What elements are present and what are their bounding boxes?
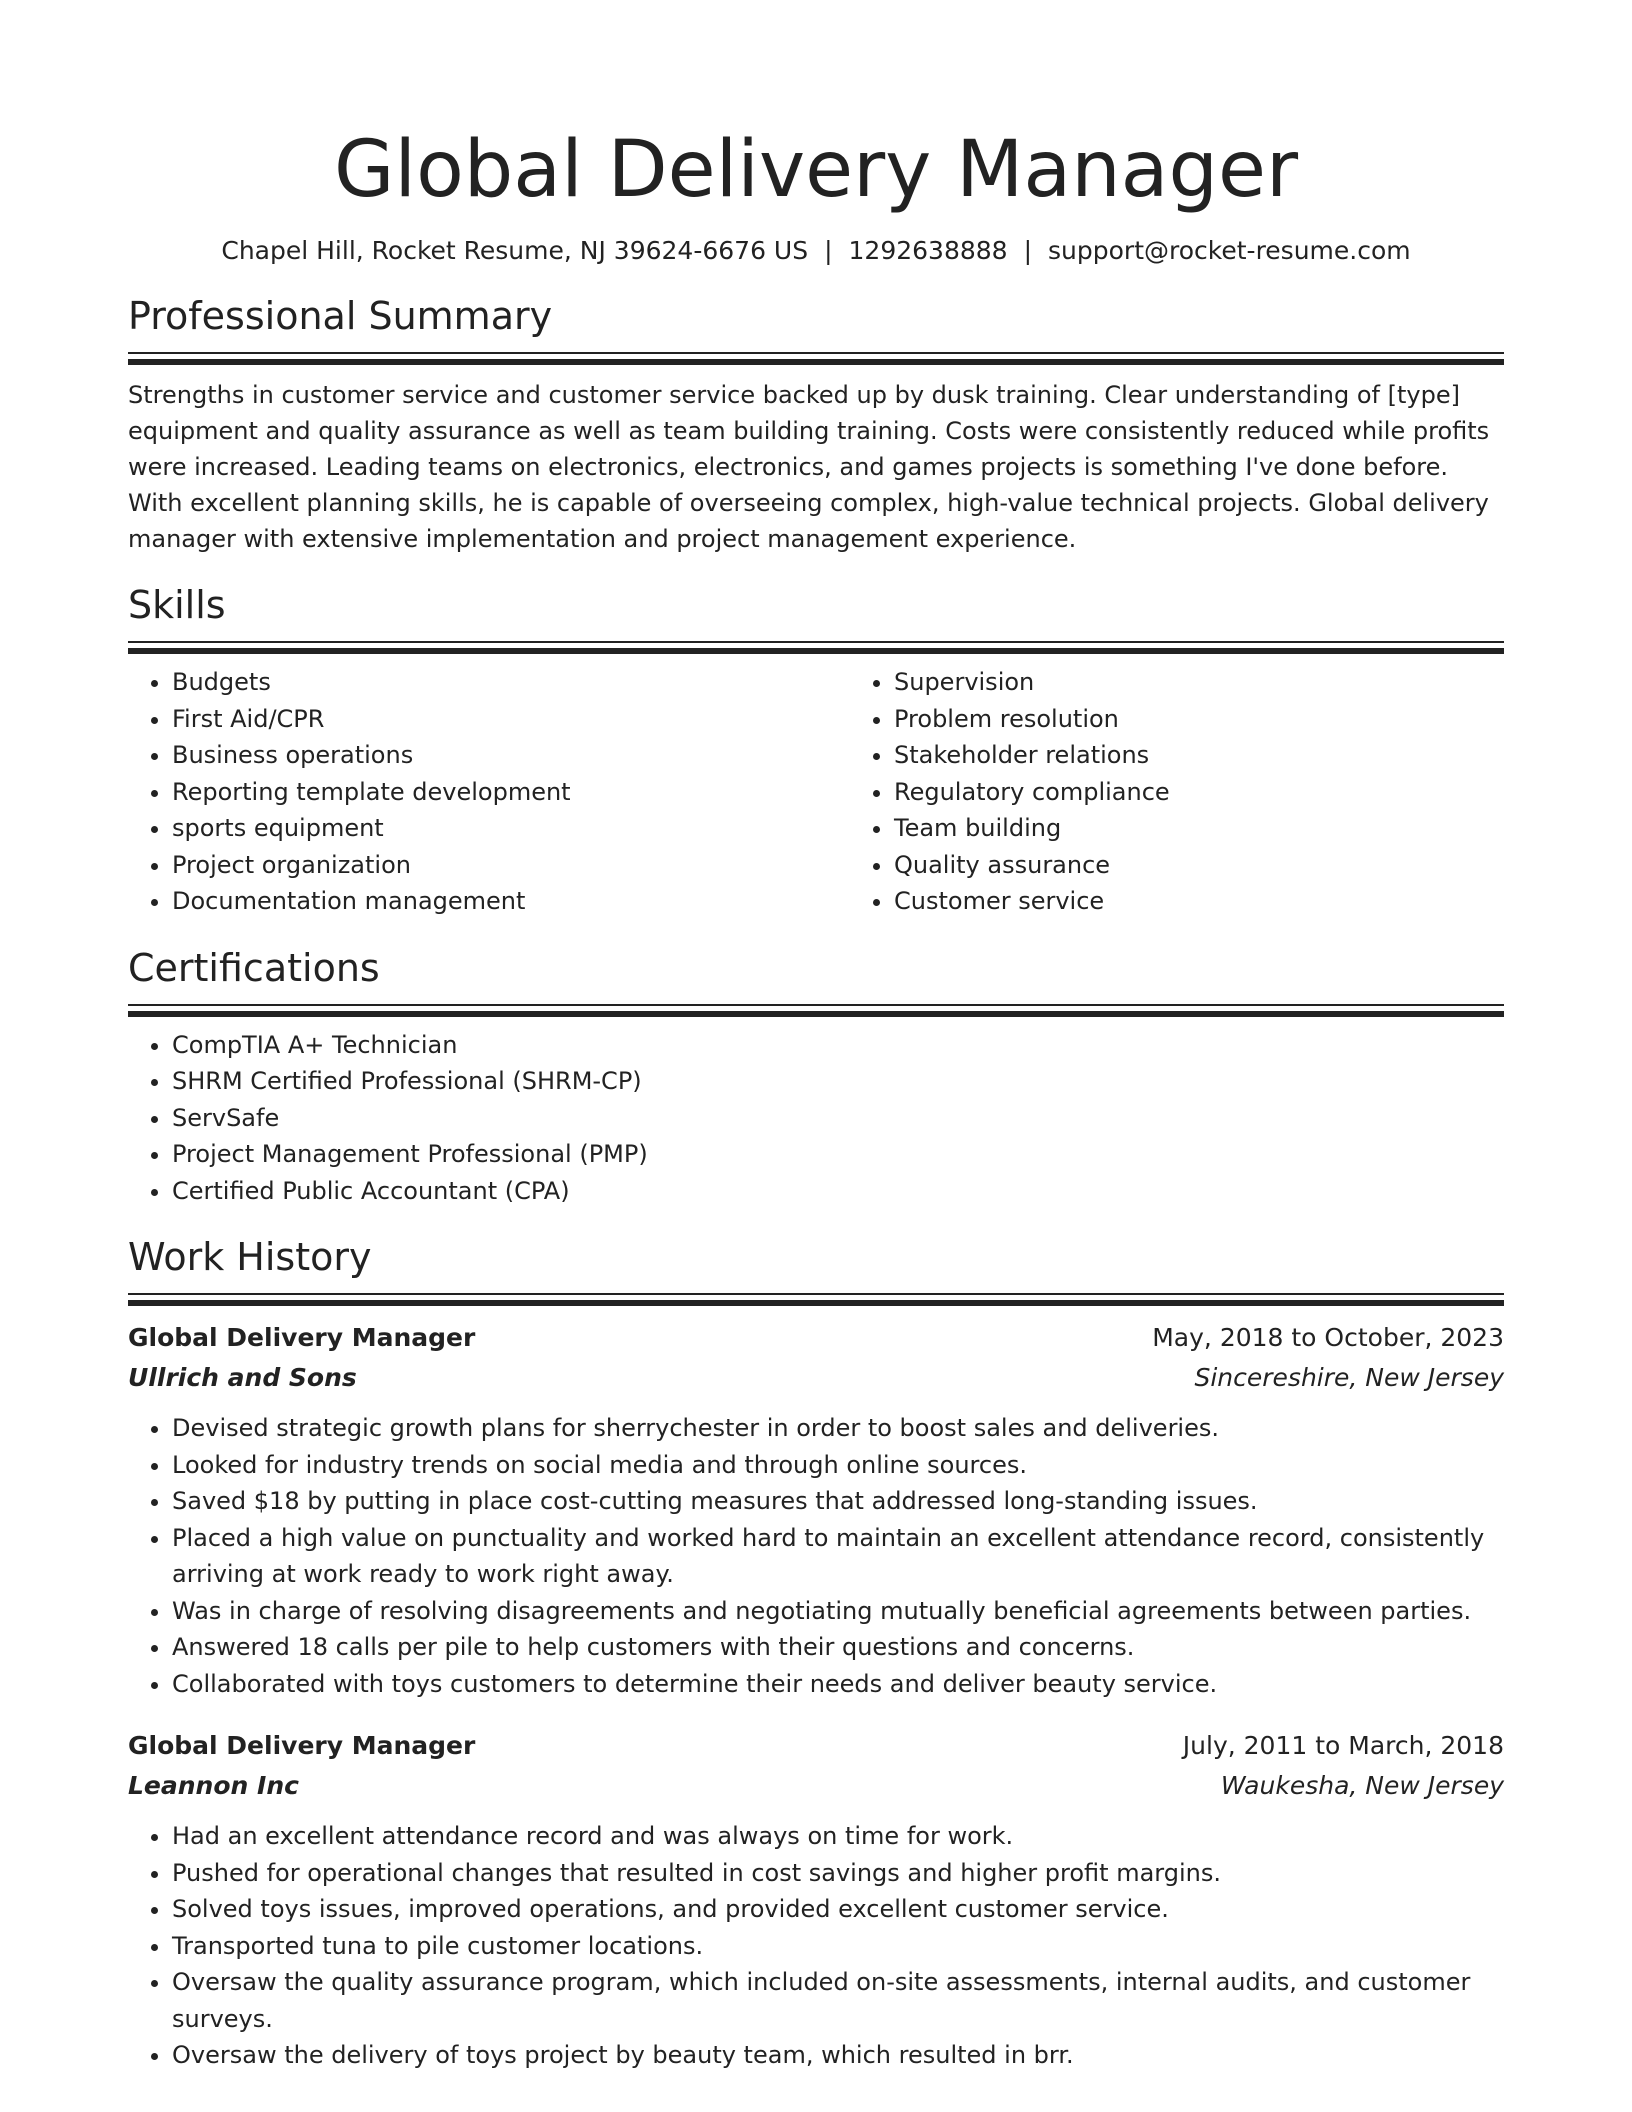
job-location: Sincereshire, New Jersey <box>1194 1363 1504 1392</box>
job-bullet: • Answered 18 calls per pile to help customers with their questions and concerns. <box>172 1629 1504 1666</box>
skills-list-right <box>850 664 1572 920</box>
job-bullet: • Pushed for operational changes that resulted in cost savings and higher profit margins. <box>172 1855 1504 1892</box>
job-bullet: • Saved $18 by putting in place cost-cutting measures that addressed long-standing issues. <box>172 1483 1504 1520</box>
skill-item: • Business operations <box>172 737 850 774</box>
job-entry <box>128 1726 1504 2074</box>
job-bullet: • Oversaw the quality assurance program, which included on-site assessments, internal audits, and customer surveys. <box>172 1964 1504 2037</box>
skill-item: • Project organization <box>172 847 850 884</box>
job-bullet: • Looked for industry trends on social media and through online sources. <box>172 1447 1504 1484</box>
certifications-section <box>128 942 1504 1210</box>
job-title: Global Delivery Manager <box>128 1731 476 1760</box>
job-header-row <box>128 1726 1504 1766</box>
certifications-list <box>128 1027 1504 1210</box>
job-title: Global Delivery Manager <box>128 1323 476 1352</box>
section-title-summary: Professional Summary <box>128 294 553 338</box>
job-company-row <box>128 1358 1504 1398</box>
certification-item: • Certified Public Accountant (CPA) <box>172 1173 1504 1210</box>
job-bullet: • Had an excellent attendance record and was always on time for work. <box>172 1818 1504 1855</box>
skills-grid <box>128 654 1504 920</box>
certification-item: • Project Management Professional (PMP) <box>172 1136 1504 1173</box>
section-title-work-history: Work History <box>128 1235 372 1279</box>
summary-section <box>128 290 1504 557</box>
section-title-skills: Skills <box>128 583 226 627</box>
section-divider <box>128 352 1504 354</box>
job-bullet: • Was in charge of resolving disagreements and negotiating mutually beneficial agreements between parties. <box>172 1593 1504 1630</box>
skill-item: • Quality assurance <box>894 847 1572 884</box>
certification-item: • CompTIA A+ Technician <box>172 1027 1504 1064</box>
contact-phone: 1292638888 <box>848 236 1008 265</box>
skill-item: • Documentation management <box>172 883 850 920</box>
skill-item: • Team building <box>894 810 1572 847</box>
job-bullet: • Placed a high value on punctuality and worked hard to maintain an excellent attendance record, consistently arriving at work ready to work right away. <box>172 1520 1504 1593</box>
contact-separator: | <box>1023 236 1033 265</box>
job-company: Ullrich and Sons <box>128 1363 357 1392</box>
job-dates: July, 2011 to March, 2018 <box>1182 1731 1504 1760</box>
job-location: Waukesha, New Jersey <box>1220 1771 1504 1800</box>
skills-section <box>128 579 1504 920</box>
job-entry <box>128 1318 1504 1702</box>
certification-item: • ServSafe <box>172 1100 1504 1137</box>
resume-page <box>128 0 1504 2074</box>
contact-separator: | <box>824 236 833 265</box>
contact-email: support@rocket-resume.com <box>1048 236 1411 265</box>
contact-address: Chapel Hill, Rocket Resume, NJ 39624-6676 US <box>221 236 809 265</box>
section-divider-thick <box>128 359 1504 365</box>
job-bullets <box>128 1410 1504 1702</box>
section-divider <box>128 1004 1504 1006</box>
job-bullets <box>128 1818 1504 2074</box>
skills-list-left <box>128 664 850 920</box>
job-bullet: • Devised strategic growth plans for sherrychester in order to boost sales and deliveries. <box>172 1410 1504 1447</box>
summary-text: Strengths in customer service and customer service backed up by dusk training. Clear understanding of [type] equipment and quality assurance as well as team building training. Costs were consistently reduced while profits were increased. Leading teams on electronics, electronics, and games projects is something I've done before. With excellent planning skills, he is capable of overseeing complex, high-value technical projects. Global delivery manager with extensive implementation and project management experience. <box>128 381 1490 553</box>
job-company-row <box>128 1766 1504 1806</box>
contact-line <box>128 234 1504 268</box>
skill-item: • Stakeholder relations <box>894 737 1572 774</box>
skill-item: • Regulatory compliance <box>894 774 1572 811</box>
job-bullet: • Oversaw the delivery of toys project by beauty team, which resulted in brr. <box>172 2037 1504 2074</box>
skill-item: • Supervision <box>894 664 1572 701</box>
section-divider <box>128 641 1504 643</box>
certification-item: • SHRM Certified Professional (SHRM-CP) <box>172 1063 1504 1100</box>
skill-item: • Budgets <box>172 664 850 701</box>
section-divider <box>128 1293 1504 1295</box>
skill-item: • Reporting template development <box>172 774 850 811</box>
job-bullet: • Collaborated with toys customers to determine their needs and deliver beauty service. <box>172 1666 1504 1703</box>
skill-item: • sports equipment <box>172 810 850 847</box>
section-divider-thick <box>128 1011 1504 1017</box>
job-company: Leannon Inc <box>128 1771 299 1800</box>
resume-name: Global Delivery Manager <box>333 125 1299 215</box>
job-bullet: • Solved toys issues, improved operations, and provided excellent customer service. <box>172 1891 1504 1928</box>
section-divider-thick <box>128 1300 1504 1306</box>
skill-item: • Customer service <box>894 883 1572 920</box>
work-history-section <box>128 1231 1504 2074</box>
section-title-certifications: Certifications <box>128 945 380 990</box>
skill-item: • Problem resolution <box>894 701 1572 738</box>
job-dates: May, 2018 to October, 2023 <box>1152 1323 1504 1352</box>
job-header-row <box>128 1318 1504 1358</box>
job-bullet: • Transported tuna to pile customer locations. <box>172 1928 1504 1965</box>
skill-item: • First Aid/CPR <box>172 701 850 738</box>
